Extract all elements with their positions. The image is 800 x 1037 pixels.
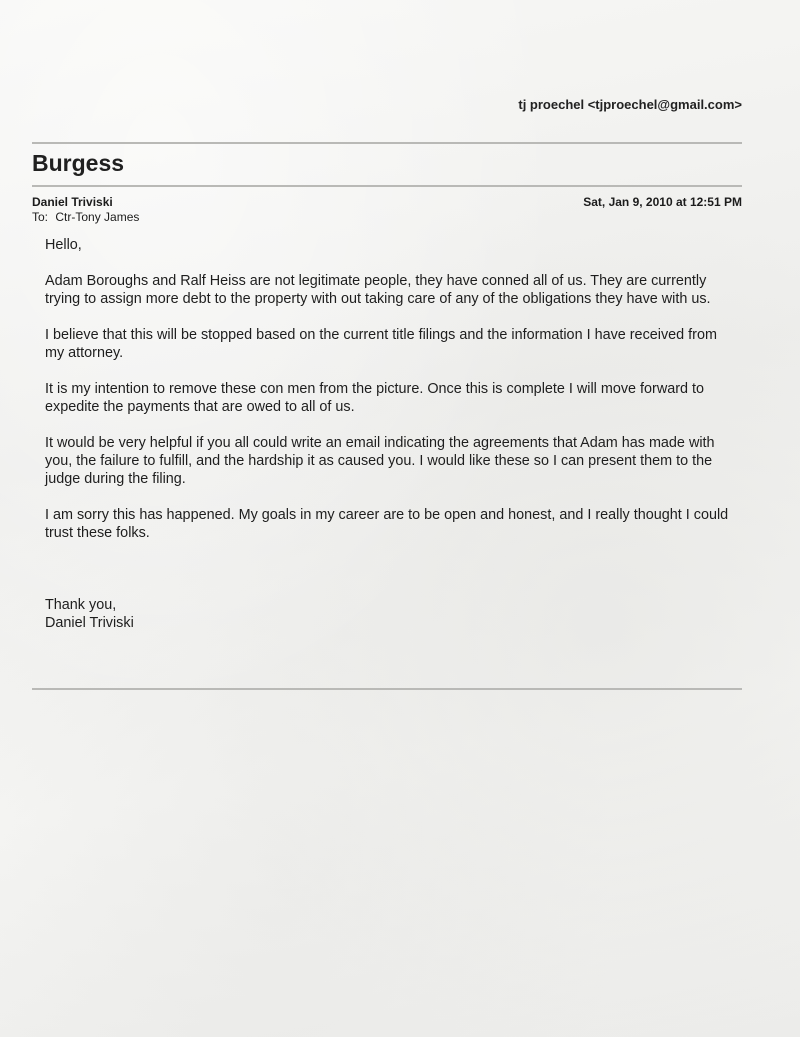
sign-off	[45, 596, 735, 632]
body-paragraph: I believe that this will be stopped based on the current title filings and the information I have received from my attorney.	[45, 327, 717, 361]
body-paragraph: It is my intention to remove these con men from the picture. Once this is complete I will move forward to expedite the payments that are owed to all of us.	[45, 381, 705, 415]
subject-divider	[32, 185, 742, 187]
greeting: Hello,	[45, 237, 82, 253]
recipient-line	[32, 210, 139, 224]
to-label: To:	[32, 210, 49, 224]
body-paragraph: Adam Boroughs and Ralf Heiss are not legitimate people, they have conned all of us. They are currently trying to assign more debt to the property with out taking care of any of the obligations they have with us.	[45, 273, 711, 307]
header-divider	[32, 142, 742, 144]
closing-line: Thank you,	[45, 597, 117, 613]
email-subject: Burgess	[32, 150, 125, 176]
signature: Daniel Triviski	[45, 615, 134, 631]
account-address: tj proechel <tjproechel@gmail.com>	[518, 97, 742, 112]
email-body	[45, 236, 735, 632]
sent-date: Sat, Jan 9, 2010 at 12:51 PM	[583, 195, 742, 209]
sender-name: Daniel Triviski	[32, 195, 113, 209]
body-paragraph: It would be very helpful if you all could write an email indicating the agreements that Adam has made with you, the failure to fulfill, and the hardship it as caused you. I would like these so I can present them to the judge during the filing.	[45, 435, 715, 487]
footer-divider	[32, 688, 742, 690]
body-paragraph: I am sorry this has happened. My goals in my career are to be open and honest, and I really thought I could trust these folks.	[45, 507, 729, 541]
recipient-name: Ctr-Tony James	[55, 210, 140, 224]
